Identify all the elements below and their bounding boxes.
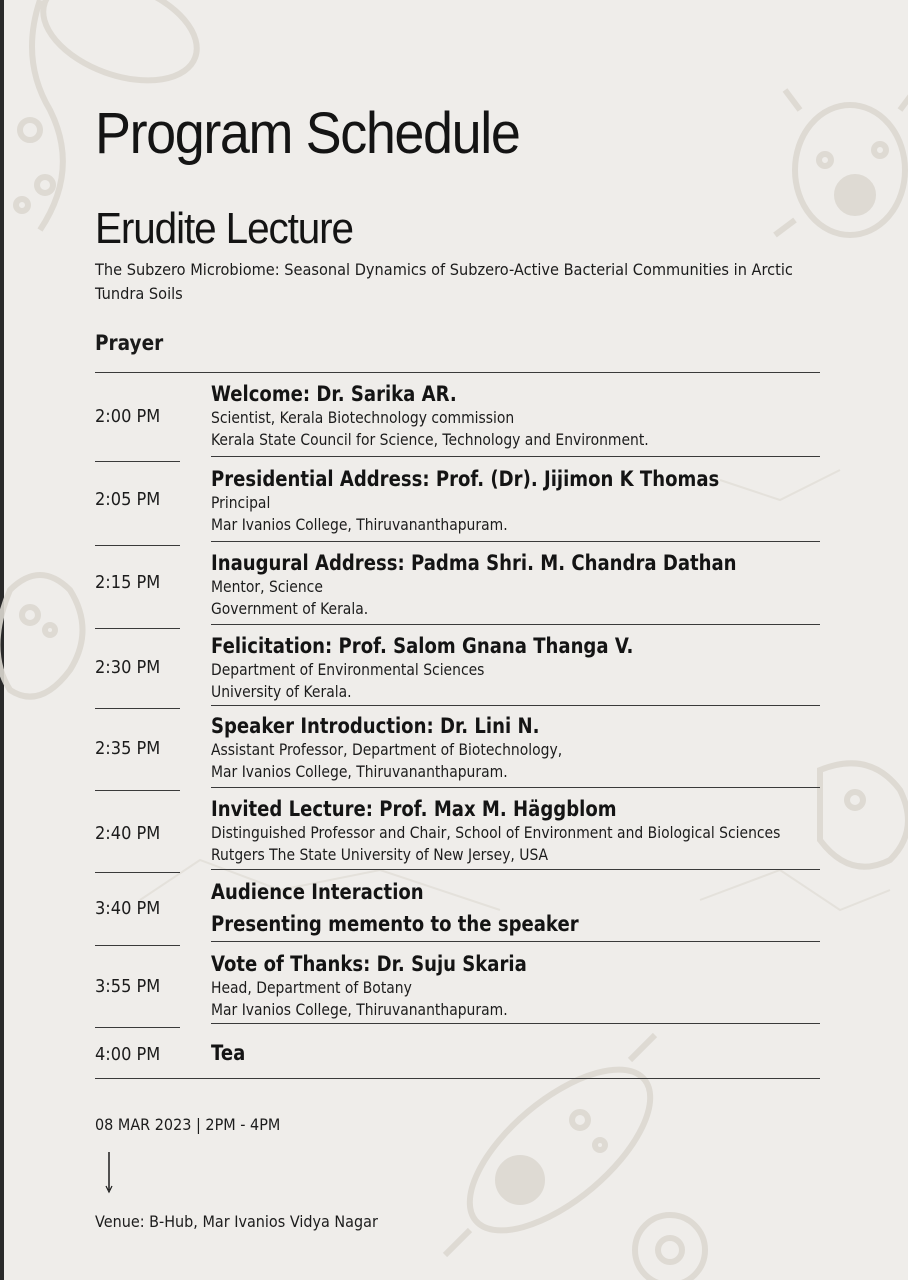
schedule-item (211, 951, 891, 1021)
schedule-item-detail: Mar Ivanios College, Thiruvananthapuram. (211, 515, 508, 534)
prayer-label: Prayer (95, 331, 164, 355)
arrow-down-icon (103, 1152, 115, 1194)
schedule-time: 4:00 PM (95, 1044, 161, 1065)
divider (211, 869, 820, 870)
schedule-item-title: Audience Interaction (211, 880, 424, 904)
schedule-item-detail: Department of Environmental Sciences (211, 660, 485, 679)
divider (95, 790, 180, 791)
page-subtitle: Erudite Lecture (95, 204, 353, 253)
schedule-item-detail: Principal (211, 493, 271, 512)
schedule-time: 3:40 PM (95, 898, 161, 919)
schedule-time: 2:35 PM (95, 738, 161, 759)
schedule-time: 3:55 PM (95, 976, 161, 997)
divider (95, 872, 180, 873)
schedule-item-detail: Scientist, Kerala Biotechnology commission (211, 408, 515, 427)
lecture-topic-line: The Subzero Microbiome: Seasonal Dynamics of Subzero-Active Bacterial Communities in Arctic (95, 260, 793, 279)
schedule-time: 2:30 PM (95, 657, 161, 678)
schedule-item-title: Vote of Thanks: Dr. Suju Skaria (211, 952, 527, 976)
schedule-item-title: Speaker Introduction: Dr. Lini N. (211, 714, 540, 738)
schedule-item-title: Presenting memento to the speaker (211, 912, 579, 936)
page-title: Program Schedule (95, 101, 520, 166)
divider (95, 708, 180, 709)
schedule-time: 2:15 PM (95, 572, 161, 593)
schedule-item-title: Tea (211, 1041, 246, 1065)
schedule-item-detail: University of Kerala. (211, 682, 352, 701)
schedule-item-detail: Assistant Professor, Department of Biotechnology, (211, 740, 563, 759)
event-venue: Venue: B-Hub, Mar Ivanios Vidya Nagar (95, 1212, 378, 1231)
divider (95, 945, 180, 946)
schedule-item-detail: Kerala State Council for Science, Technology and Environment. (211, 430, 649, 449)
schedule-item (211, 550, 891, 620)
schedule-item-title: Inaugural Address: Padma Shri. M. Chandra Dathan (211, 551, 737, 575)
schedule-item-detail: Mar Ivanios College, Thiruvananthapuram. (211, 1000, 508, 1019)
lecture-topic (95, 258, 805, 306)
event-date: 08 MAR 2023 | 2PM - 4PM (95, 1115, 281, 1134)
divider (211, 941, 820, 942)
schedule-item-detail: Mar Ivanios College, Thiruvananthapuram. (211, 762, 508, 781)
divider (95, 372, 820, 373)
schedule-time: 2:05 PM (95, 489, 161, 510)
schedule-item (211, 633, 891, 703)
schedule-item (211, 713, 891, 783)
divider (95, 628, 180, 629)
divider (211, 541, 820, 542)
divider (95, 545, 180, 546)
schedule-item (211, 796, 891, 866)
divider (211, 1023, 820, 1024)
schedule-item-detail: Mentor, Science (211, 577, 323, 596)
schedule-item-detail: Government of Kerala. (211, 599, 369, 618)
divider (95, 1027, 180, 1028)
schedule-item-detail: Rutgers The State University of New Jersey, USA (211, 845, 549, 864)
schedule-item-title: Felicitation: Prof. Salom Gnana Thanga V. (211, 634, 634, 658)
schedule-item-detail: Distinguished Professor and Chair, School of Environment and Biological Sciences (211, 823, 781, 842)
schedule-item-title: Welcome: Dr. Sarika AR. (211, 382, 457, 406)
schedule-time: 2:00 PM (95, 406, 161, 427)
divider (211, 705, 820, 706)
schedule-time: 2:40 PM (95, 823, 161, 844)
divider (95, 461, 180, 462)
divider (211, 624, 820, 625)
schedule-item (211, 1040, 891, 1066)
schedule-item-detail: Head, Department of Botany (211, 978, 412, 997)
divider (211, 787, 820, 788)
schedule-item (211, 381, 891, 451)
schedule-item (211, 466, 891, 536)
schedule-item-title: Invited Lecture: Prof. Max M. Häggblom (211, 797, 617, 821)
divider (95, 1078, 820, 1079)
schedule-item (211, 879, 891, 937)
schedule-item-title: Presidential Address: Prof. (Dr). Jijimon K Thomas (211, 467, 720, 491)
lecture-topic-line: Tundra Soils (95, 284, 183, 303)
divider (211, 456, 820, 457)
